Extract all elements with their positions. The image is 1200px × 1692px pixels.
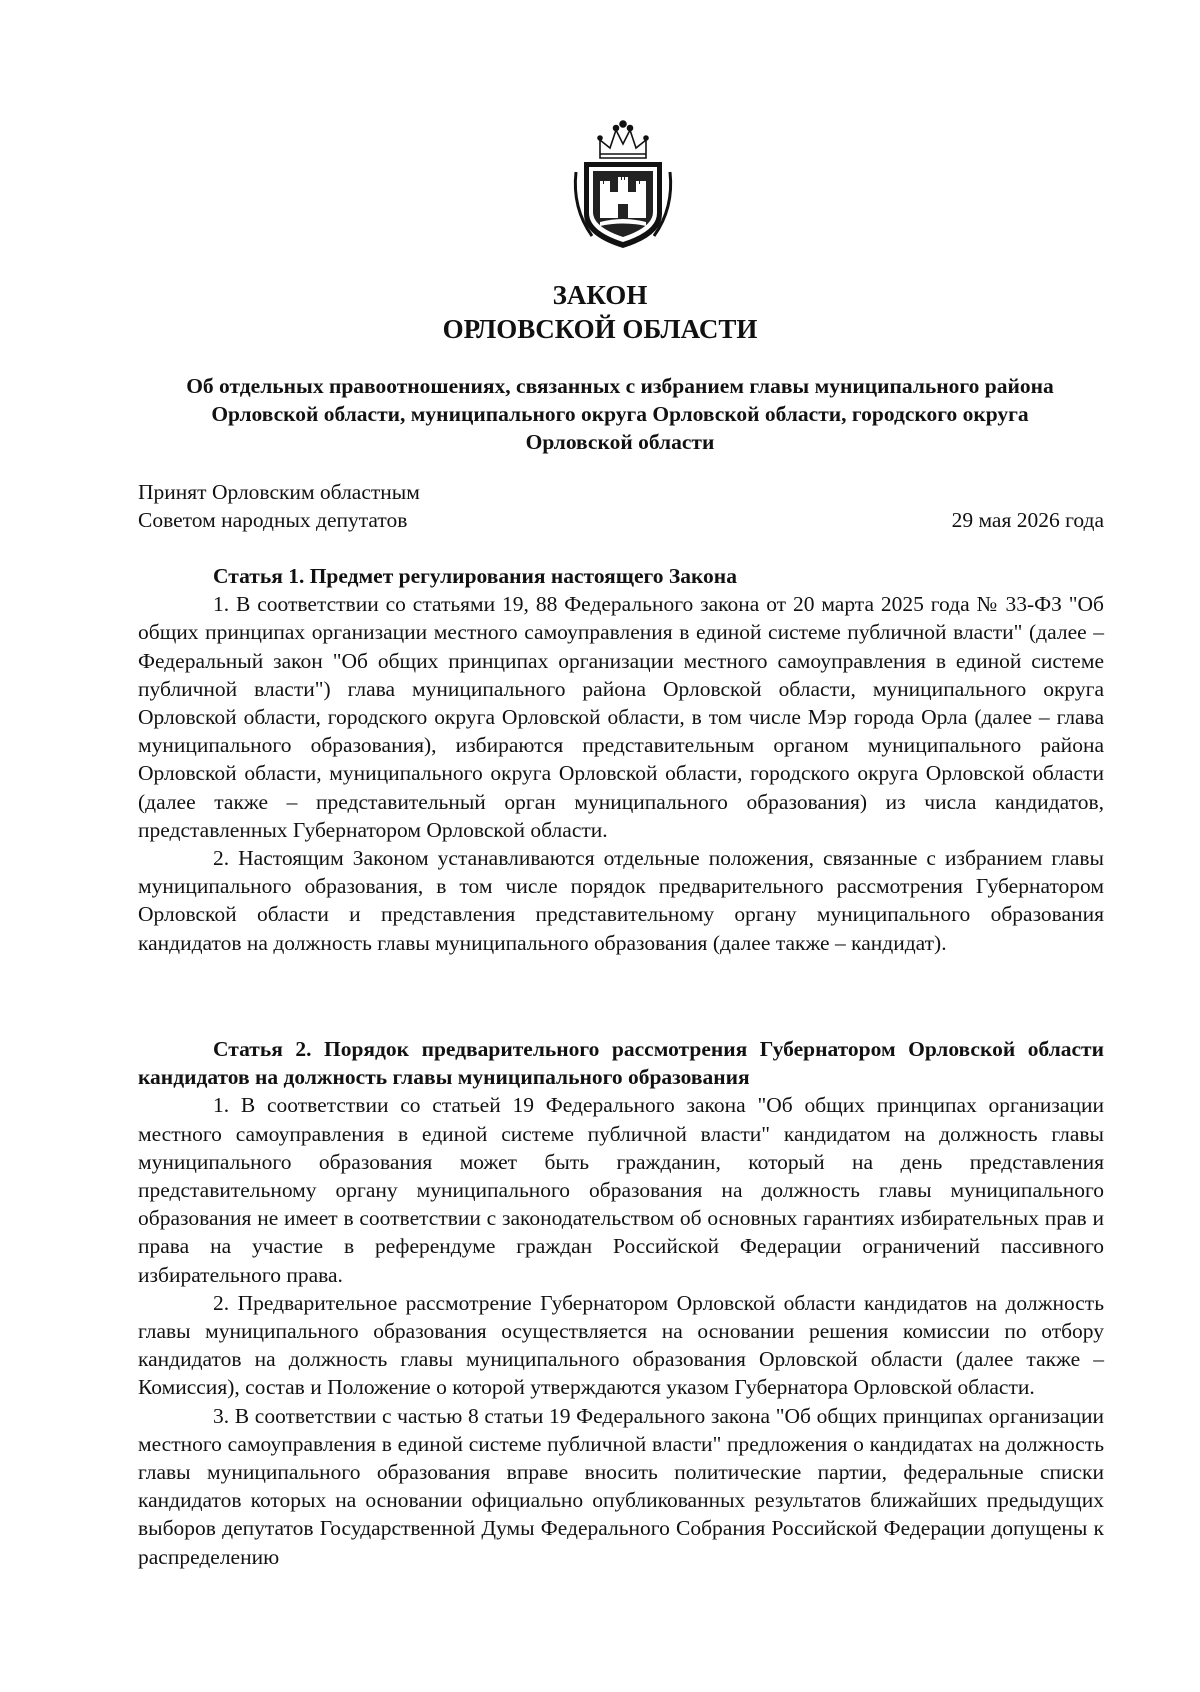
article-1-paragraph-2: 2. Настоящим Законом устанавливаются отдельные положения, связанные с избранием главы муниципального образования, в том числе порядок предварительного рассмотрения Губернатором Орловской области и представления представительному органу муниципального образования кандидатов на должность главы муниципального образования (далее также – кандидат). xyxy=(138,846,1104,955)
article-1 xyxy=(138,562,1104,957)
orel-oblast-coat-of-arms-icon xyxy=(570,118,676,250)
article-2-paragraph-1: 1. В соответствии со статьей 19 Федерального закона "Об общих принципах организации местного самоуправления в единой системе публичной власти" кандидатом на должность главы муниципального образования может быть гражданин, который на день представления представительному органу муниципального образования на должность главы муниципального образования не имеет в соответствии с законодательством об основных гарантиях избирательных прав и права на участие в референдуме граждан Российской Федерации ограничений пассивного избирательного права. xyxy=(138,1093,1104,1287)
adoption-line-2: Советом народных депутатов xyxy=(138,508,408,532)
article-1-heading: Статья 1. Предмет регулирования настоящего Закона xyxy=(213,564,737,588)
law-region-title: ОРЛОВСКОЙ ОБЛАСТИ xyxy=(442,314,758,344)
law-subject: Об отдельных правоотношениях, связанных с избранием главы муниципального района Орловской области, муниципального округа Орловской области, городского округа Орловской области xyxy=(186,374,1054,454)
adoption-line-1: Принят Орловским областным xyxy=(138,480,420,504)
article-2-heading: Статья 2. Порядок предварительного рассмотрения Губернатором Орловской области кандидатов на должность главы муниципального образования xyxy=(138,1037,1104,1090)
law-title: ЗАКОН xyxy=(552,280,648,310)
article-2 xyxy=(138,1035,1104,1571)
adoption-date: 29 мая 2026 года xyxy=(951,508,1104,532)
adoption-block xyxy=(138,478,1118,534)
article-2-paragraph-3: 3. В соответствии с частью 8 статьи 19 Федерального закона "Об общих принципах организации местного самоуправления в единой системе публичной власти" предложения о кандидатах на должность главы муниципального образования вправе вносить политические партии, федеральные списки кандидатов которых на основании официально опубликованных результатов ближайших предыдущих выборов депутатов Государственной Думы Федерального Собрания Российской Федерации допущены к распределению xyxy=(138,1403,1104,1569)
article-1-paragraph-1: 1. В соответствии со статьями 19, 88 Федерального закона от 20 марта 2025 года № 33-ФЗ "Об общих принципах организации местного самоуправления в единой системе публичной власти" (далее – Федеральный закон "Об общих принципах организации местного самоуправления в единой системе публичной власти") глава муниципального района Орловской области, муниципального округа Орловской области, городского округа Орловской области, в том числе Мэр города Орла (далее – глава муниципального образования), избираются представительным органом муниципального района Орловской области, муниципального округа Орловской области, городского округа Орловской области (далее также – представительный орган муниципального образования) из числа кандидатов, представленных Губернатором Орловской области. xyxy=(138,592,1104,842)
article-2-paragraph-2: 2. Предварительное рассмотрение Губернатором Орловской области кандидатов на должность главы муниципального образования осуществляется на основании решения комиссии по отбору кандидатов на должность главы муниципального образования Орловской области (далее также – Комиссия), состав и Положение о которой утверждаются указом Губернатора Орловской области. xyxy=(138,1290,1104,1400)
